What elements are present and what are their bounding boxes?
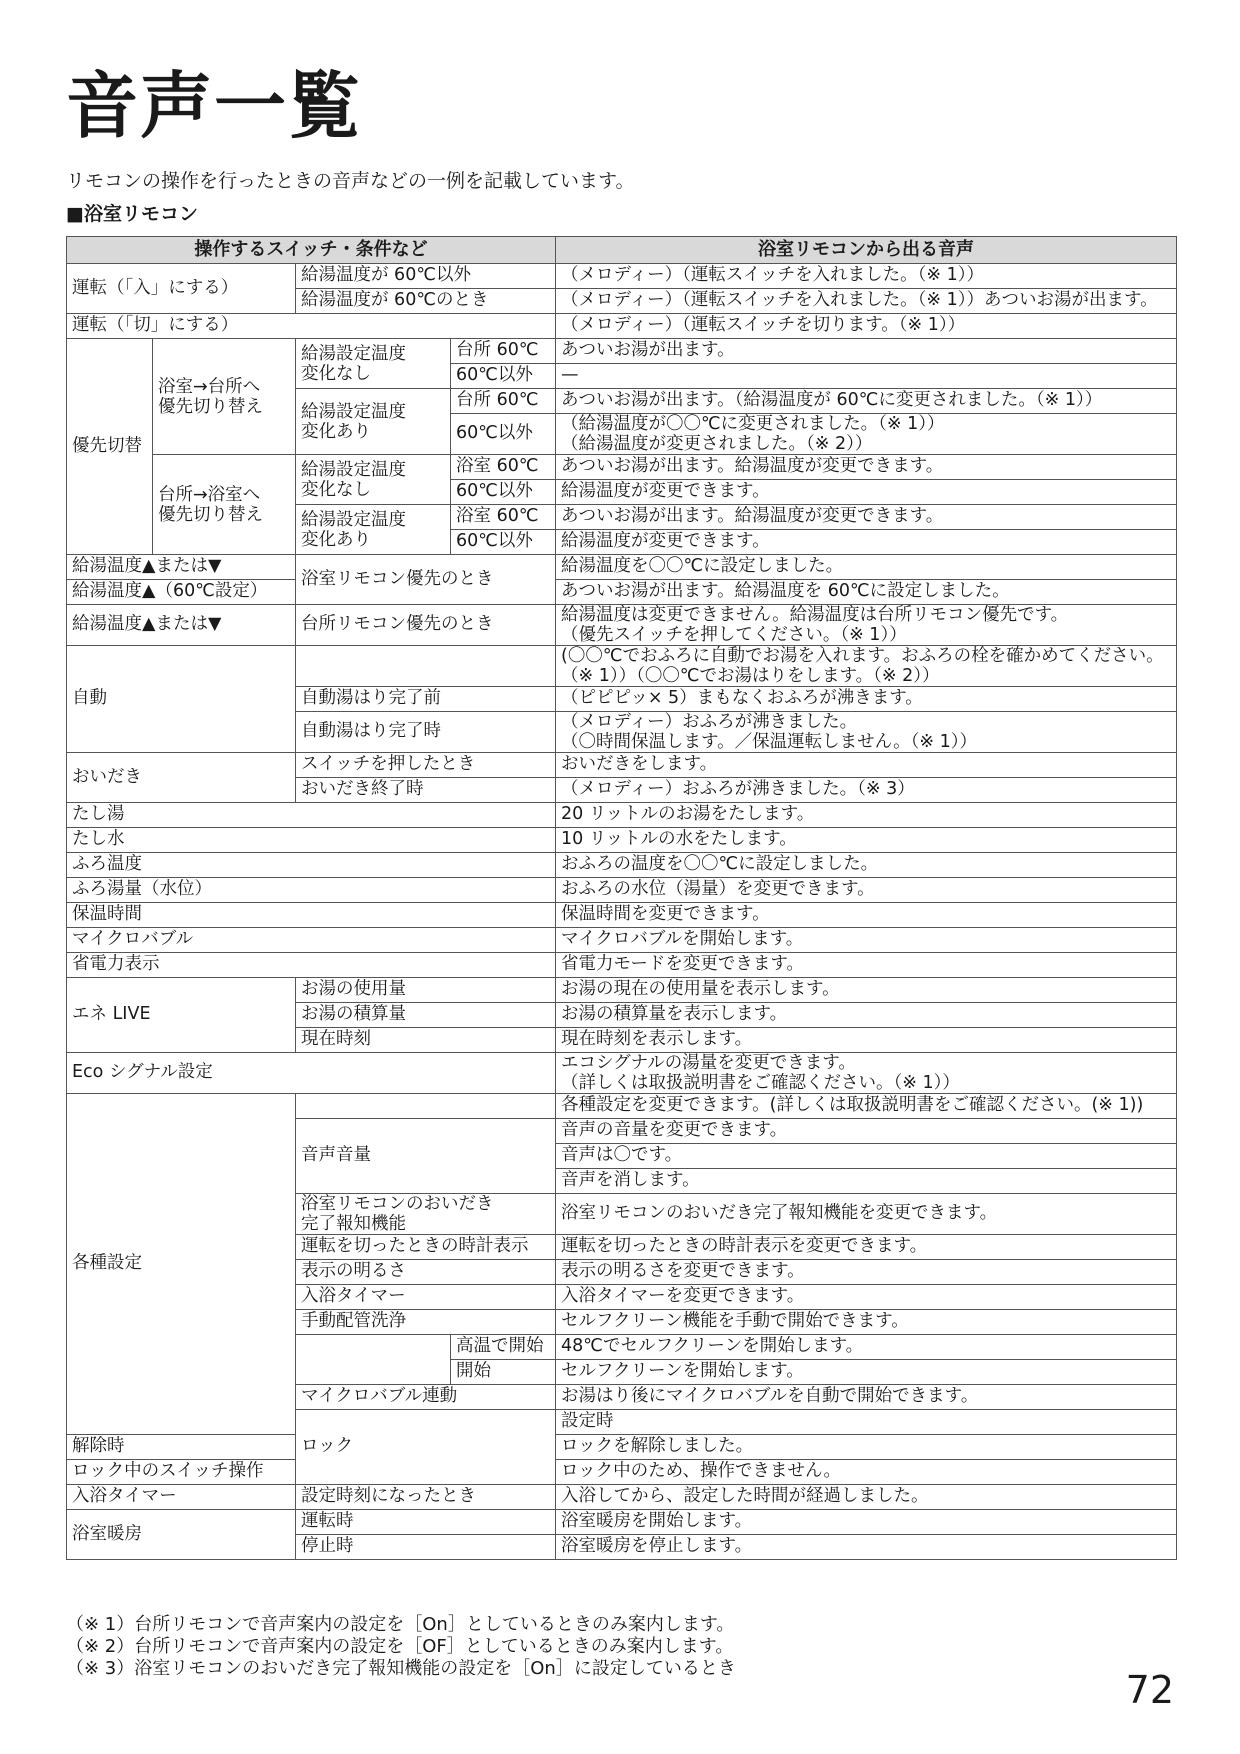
table-cell: おふろの温度を〇〇℃に設定しました。 (556, 853, 1177, 878)
table-row (67, 828, 1177, 853)
table-cell: 省電力モードを変更できます。 (556, 953, 1177, 978)
table-cell: おいだき終了時 (296, 778, 556, 803)
table-cell: 高温で開始 (451, 1335, 556, 1360)
table-cell: 優先切替 (67, 339, 153, 555)
table-cell: 48℃でセルフクリーンを開始します。 (556, 1335, 1177, 1360)
table-cell: 音声を消します。 (556, 1169, 1177, 1194)
table-cell: 浴室リモコン優先のとき (296, 555, 556, 605)
table-cell: 給湯温度が 60℃以外 (296, 264, 556, 289)
table-cell: 10 リットルの水をたします。 (556, 828, 1177, 853)
table-cell: 給湯温度は変更できません。給湯温度は台所リモコン優先です。 （優先スイッチを押してください。（※ 1）） (556, 605, 1177, 646)
voice-list-table (66, 236, 1177, 1560)
table-cell: 設定時刻になったとき (296, 1485, 556, 1510)
table-cell: 浴室 60℃ (451, 505, 556, 530)
table-cell: 20 リットルのお湯をたします。 (556, 803, 1177, 828)
table-cell: 60℃以外 (451, 364, 556, 389)
table-cell: 省電力表示 (67, 953, 556, 978)
table-cell: （ピピピッ× 5）まもなくおふろが沸きます。 (556, 687, 1177, 712)
table-cell: 保温時間を変更できます。 (556, 903, 1177, 928)
table-row (67, 978, 1177, 1003)
table-cell: （メロディー）おふろが沸きました。 （〇時間保温します。／保温運転しません。（※ 1）） (556, 712, 1177, 753)
table-cell (296, 1335, 451, 1385)
table-cell: 解除時 (67, 1435, 296, 1460)
footnote-1: （※ 1）台所リモコンで音声案内の設定を［On］としているときのみ案内します。 (66, 1614, 735, 1635)
table-cell: たし湯 (67, 803, 556, 828)
table-cell: 台所 60℃ (451, 389, 556, 414)
table-cell: お湯の積算量 (296, 1003, 556, 1028)
table-cell: 表示の明るさ (296, 1260, 556, 1285)
table-cell: ロック (296, 1410, 556, 1485)
table-cell: 音声は〇です。 (556, 1144, 1177, 1169)
table-row (67, 853, 1177, 878)
table-cell: エネ LIVE (67, 978, 296, 1053)
table-cell: おいだきをします。 (556, 753, 1177, 778)
table-row (67, 1510, 1177, 1535)
table-cell: （メロディー）（運転スイッチを入れました。（※ 1）） (556, 264, 1177, 289)
table-cell: 開始 (451, 1360, 556, 1385)
table-cell: 浴室リモコンのおいだき完了報知機能を変更できます。 (556, 1194, 1177, 1235)
table-cell: 浴室 60℃ (451, 455, 556, 480)
table-cell: あついお湯が出ます。給湯温度を 60℃に設定しました。 (556, 580, 1177, 605)
page-subtitle: リモコンの操作を行ったときの音声などの一例を記載しています。 (66, 170, 635, 192)
table-cell: 手動配管洗浄 (296, 1310, 556, 1335)
footnotes (66, 1614, 736, 1680)
table-row (67, 605, 1177, 646)
table-cell: 給湯設定温度 変化あり (296, 389, 451, 455)
table-cell: セルフクリーンを開始します。 (556, 1360, 1177, 1385)
table-cell: お湯の現在の使用量を表示します。 (556, 978, 1177, 1003)
table-cell: 停止時 (296, 1535, 556, 1560)
table-cell: Eco シグナル設定 (67, 1053, 556, 1094)
table-cell: マイクロバブルを開始します。 (556, 928, 1177, 953)
footnote-3: （※ 3）浴室リモコンのおいだき完了報知機能の設定を［On］に設定しているとき (66, 1658, 736, 1679)
table-cell: おふろの水位（湯量）を変更できます。 (556, 878, 1177, 903)
table-row (67, 803, 1177, 828)
table-cell: ロック中のため、操作できません。 (556, 1460, 1177, 1485)
table-row (67, 928, 1177, 953)
table-row (67, 339, 1177, 364)
table-cell: ロック中のスイッチ操作 (67, 1460, 296, 1485)
table-cell: 自動湯はり完了前 (296, 687, 556, 712)
table-cell: 台所→浴室へ 優先切り替え (153, 455, 296, 555)
table-cell: 各種設定を変更できます。(詳しくは取扱説明書をご確認ください。(※ 1)) (556, 1094, 1177, 1119)
table-cell: あついお湯が出ます。 (556, 339, 1177, 364)
table-cell: 自動湯はり完了時 (296, 712, 556, 753)
table-cell: エコシグナルの湯量を変更できます。 （詳しくは取扱説明書をご確認ください。（※ 1）） (556, 1053, 1177, 1094)
table-cell: 入浴タイマー (296, 1285, 556, 1310)
table-header-row (67, 237, 1177, 264)
table-cell: 運転（「切」にする） (67, 314, 556, 339)
table-cell: 運転時 (296, 1510, 556, 1535)
table-cell: お湯はり後にマイクロバブルを自動で開始できます。 (556, 1385, 1177, 1410)
table-cell: 浴室リモコンのおいだき 完了報知機能 (296, 1194, 556, 1235)
table-cell: 台所 60℃ (451, 339, 556, 364)
table-cell: 入浴タイマーを変更できます。 (556, 1285, 1177, 1310)
table-cell: あついお湯が出ます。給湯温度が変更できます。 (556, 505, 1177, 530)
table-row (67, 264, 1177, 289)
table-cell: （メロディー）（運転スイッチを入れました。（※ 1））あついお湯が出ます。 (556, 289, 1177, 314)
table-cell (296, 646, 556, 687)
table-cell: 60℃以外 (451, 530, 556, 555)
table-cell: 浴室暖房を開始します。 (556, 1510, 1177, 1535)
table-cell: 入浴タイマー (67, 1485, 296, 1510)
table-row (67, 1485, 1177, 1510)
table-cell: 入浴してから、設定した時間が経過しました。 (556, 1485, 1177, 1510)
table-cell: 現在時刻を表示します。 (556, 1028, 1177, 1053)
table-cell: 設定時 (556, 1410, 1177, 1435)
table-cell: （メロディー）おふろが沸きました。（※ 3） (556, 778, 1177, 803)
table-cell: 音声音量 (296, 1119, 556, 1194)
table-cell: 浴室→台所へ 優先切り替え (153, 339, 296, 455)
table-row (67, 646, 1177, 687)
table-cell: 給湯温度▲または▼ (67, 605, 296, 646)
table-cell: 給湯温度を〇〇℃に設定しました。 (556, 555, 1177, 580)
table-cell: 各種設定 (67, 1094, 296, 1435)
table-cell: 給湯設定温度 変化あり (296, 505, 451, 555)
table-cell: お湯の使用量 (296, 978, 556, 1003)
table-cell: 給湯温度が変更できます。 (556, 480, 1177, 505)
table-row (67, 1460, 1177, 1485)
table-cell: 給湯温度▲または▼ (67, 555, 296, 580)
table-row (67, 580, 1177, 605)
table-cell: ふろ湯量（水位） (67, 878, 556, 903)
table-cell: 給湯設定温度 変化なし (296, 339, 451, 389)
table-cell: スイッチを押したとき (296, 753, 556, 778)
table-cell: 保温時間 (67, 903, 556, 928)
table-cell: ふろ温度 (67, 853, 556, 878)
table-row (67, 555, 1177, 580)
table-cell: ロックを解除しました。 (556, 1435, 1177, 1460)
table-cell: セルフクリーン機能を手動で開始できます。 (556, 1310, 1177, 1335)
table-cell: おいだき (67, 753, 296, 803)
footnote-2: （※ 2）台所リモコンで音声案内の設定を［OF］としているときのみ案内します。 (66, 1636, 734, 1657)
table-cell: 浴室暖房を停止します。 (556, 1535, 1177, 1560)
table-row (67, 753, 1177, 778)
table-cell: 給湯温度が 60℃のとき (296, 289, 556, 314)
table-cell: （給湯温度が〇〇℃に変更されました。（※ 1）） （給湯温度が変更されました。（※ 2）） (556, 414, 1177, 455)
table-cell: 表示の明るさを変更できます。 (556, 1260, 1177, 1285)
table-cell: あついお湯が出ます。（給湯温度が 60℃に変更されました。（※ 1）） (556, 389, 1177, 414)
header-condition: 操作するスイッチ・条件など (67, 237, 556, 264)
table-cell: マイクロバブル連動 (296, 1385, 556, 1410)
table-cell: あついお湯が出ます。給湯温度が変更できます。 (556, 455, 1177, 480)
table-cell (296, 1094, 556, 1119)
table-row (67, 455, 1177, 480)
table-row (67, 314, 1177, 339)
table-cell: 自動 (67, 646, 296, 753)
table-cell: たし水 (67, 828, 556, 853)
table-cell: 音声の音量を変更できます。 (556, 1119, 1177, 1144)
table-cell: マイクロバブル (67, 928, 556, 953)
table-cell: 給湯温度▲（60℃設定） (67, 580, 296, 605)
table-cell: 給湯温度が変更できます。 (556, 530, 1177, 555)
table-cell: 60℃以外 (451, 480, 556, 505)
table-cell: (〇〇℃でおふろに自動でお湯を入れます。おふろの栓を確かめてください。 （※ 1））（〇〇℃でお湯はりをします。（※ 2）） (556, 646, 1177, 687)
table-cell: 台所リモコン優先のとき (296, 605, 556, 646)
table-cell: 浴室暖房 (67, 1510, 296, 1560)
header-voice: 浴室リモコンから出る音声 (556, 237, 1177, 264)
table-cell: 運転を切ったときの時計表示 (296, 1235, 556, 1260)
table-cell: 運転（「入」にする） (67, 264, 296, 314)
table-body (67, 264, 1177, 1560)
table-row (67, 903, 1177, 928)
table-row (67, 1053, 1177, 1094)
table-row (67, 1435, 1177, 1460)
table-row (67, 1094, 1177, 1119)
table-cell: （メロディー）（運転スイッチを切ります。（※ 1）） (556, 314, 1177, 339)
page-title: 音声一覧 (66, 64, 363, 148)
page-number: 72 (1125, 1668, 1174, 1712)
table-row (67, 953, 1177, 978)
table-cell: 給湯設定温度 変化なし (296, 455, 451, 505)
table-cell: 現在時刻 (296, 1028, 556, 1053)
table-cell: 60℃以外 (451, 414, 556, 455)
section-heading: ■浴室リモコン (66, 203, 198, 225)
table-cell: — (556, 364, 1177, 389)
table-row (67, 878, 1177, 903)
table-cell: 運転を切ったときの時計表示を変更できます。 (556, 1235, 1177, 1260)
table-cell: お湯の積算量を表示します。 (556, 1003, 1177, 1028)
